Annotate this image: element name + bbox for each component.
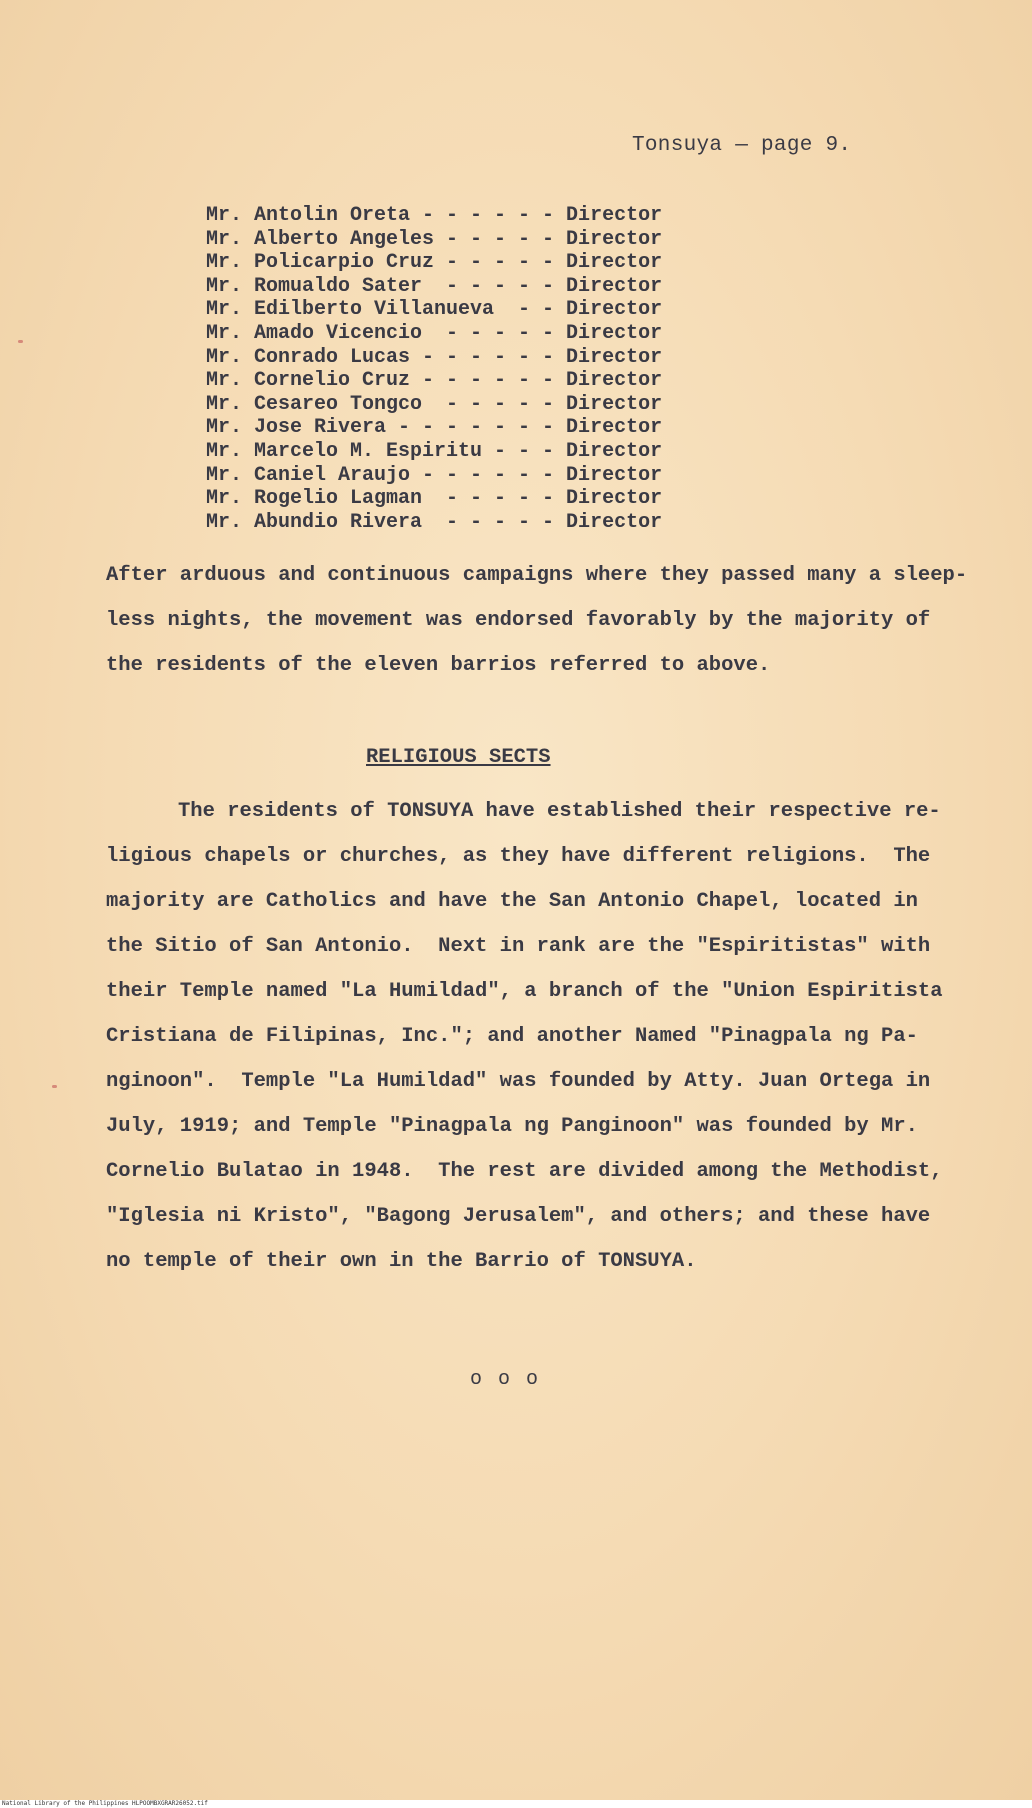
paragraph-line: no temple of their own in the Barrio of TONSUYA. — [106, 1250, 697, 1273]
director-row: Mr. Rogelio Lagman - - - - - Director — [206, 487, 663, 511]
paragraph-line: The residents of TONSUYA have established their respective re- — [178, 800, 941, 823]
director-row: Mr. Marcelo M. Espiritu - - - Director — [206, 439, 663, 463]
paragraph-line: Cornelio Bulatao in 1948. The rest are divided among the Methodist, — [106, 1160, 943, 1183]
scan-footer: National Library of the Philippines HLPOOMBXGRAR26052.tif — [0, 1800, 1032, 1808]
director-row: Mr. Caniel Araujo - - - - - - Director — [206, 463, 663, 487]
paragraph-line: the residents of the eleven barrios referred to above. — [106, 654, 771, 677]
director-row: Mr. Abundio Rivera - - - - - Director — [206, 510, 663, 534]
paragraph-line: nginoon". Temple "La Humildad" was founded by Atty. Juan Ortega in — [106, 1070, 931, 1093]
director-row: Mr. Alberto Angeles - - - - - Director — [206, 227, 663, 251]
directors-list — [206, 204, 662, 534]
campaign-paragraph — [106, 553, 968, 688]
director-row: Mr. Cesareo Tongco - - - - - Director — [206, 392, 663, 416]
director-row: Mr. Jose Rivera - - - - - - - Director — [206, 416, 663, 440]
section-heading: RELIGIOUS SECTS — [366, 746, 551, 769]
paragraph-line: After arduous and continuous campaigns where they passed many a sleep- — [106, 564, 968, 587]
paragraph-line: July, 1919; and Temple "Pinagpala ng Panginoon" was founded by Mr. — [106, 1115, 918, 1138]
director-row: Mr. Cornelio Cruz - - - - - - Director — [206, 369, 663, 393]
paragraph-line: the Sitio of San Antonio. Next in rank are the "Espiritistas" with — [106, 935, 931, 958]
end-mark: o o o — [470, 1368, 541, 1391]
paper-stain — [18, 340, 23, 343]
paragraph-line: "Iglesia ni Kristo", "Bagong Jerusalem", and others; and these have — [106, 1205, 931, 1228]
paragraph-line: their Temple named "La Humildad", a branch of the "Union Espiritista — [106, 980, 943, 1003]
paragraph-line: Cristiana de Filipinas, Inc."; and another Named "Pinagpala ng Pa- — [106, 1025, 918, 1048]
director-row: Mr. Antolin Oreta - - - - - - Director — [206, 204, 663, 227]
director-row: Mr. Policarpio Cruz - - - - - Director — [206, 251, 663, 275]
director-row: Mr. Edilberto Villanueva - - Director — [206, 298, 663, 322]
page-header: Tonsuya — page 9. — [632, 134, 852, 157]
paragraph-line: ligious chapels or churches, as they have different religions. The — [106, 845, 931, 868]
paragraph-line: less nights, the movement was endorsed favorably by the majority of — [106, 609, 931, 632]
director-row: Mr. Conrado Lucas - - - - - - Director — [206, 345, 663, 369]
director-row: Mr. Amado Vicencio - - - - - Director — [206, 321, 663, 345]
paragraph-line: majority are Catholics and have the San Antonio Chapel, located in — [106, 890, 918, 913]
director-row: Mr. Romualdo Sater - - - - - Director — [206, 274, 663, 298]
paper-stain — [52, 1085, 57, 1088]
religious-paragraph — [106, 789, 943, 1284]
